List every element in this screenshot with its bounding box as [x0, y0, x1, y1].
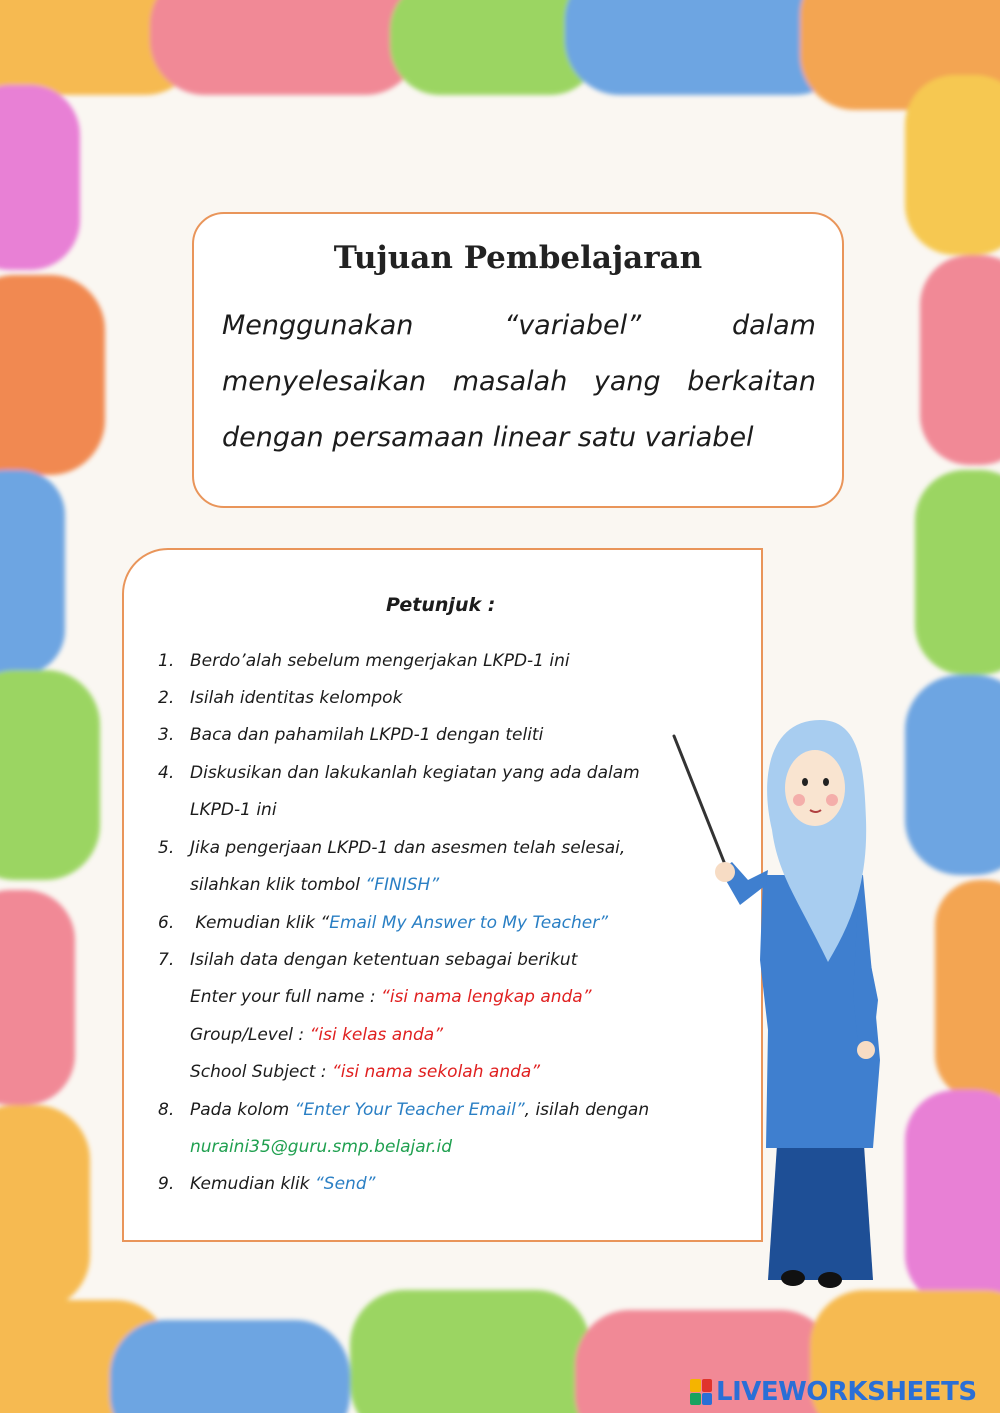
step-number: 7. [158, 950, 175, 970]
step-number: 3. [158, 725, 175, 745]
step-2 [158, 688, 402, 708]
goal-word: berkaitan [687, 366, 816, 397]
step-8 [158, 1100, 649, 1120]
teacher-email-address: nuraini35@guru.smp.belajar.id [190, 1137, 453, 1157]
field-hint: “isi kelas anda” [309, 1025, 444, 1045]
step-number: 2. [158, 688, 175, 708]
step-text: Isilah identitas kelompok [190, 688, 403, 708]
learning-goal-title: Tujuan Pembelajaran [333, 240, 703, 276]
goal-word: masalah [452, 366, 568, 397]
email-answer-label: Email My Answer to My Teacher” [329, 913, 609, 933]
goal-word: yang [593, 366, 661, 397]
goal-word: menyelesaikan [222, 366, 427, 397]
step-7-school-subject [190, 1062, 540, 1082]
step-7-group-level [190, 1025, 443, 1045]
step-3 [158, 725, 543, 745]
step-number: 8. [158, 1100, 175, 1120]
step-4-continued: LKPD-1 ini [190, 800, 277, 820]
goal-word: dengan persamaan linear satu variabel [222, 422, 754, 453]
step-number: 1. [158, 651, 175, 671]
step-1 [158, 651, 570, 671]
step-4 [158, 763, 640, 783]
field-hint: “isi nama sekolah anda” [331, 1062, 541, 1082]
learning-goal-card [192, 212, 844, 508]
step-7-full-name [190, 987, 592, 1007]
step-text: , isilah dengan [524, 1100, 650, 1120]
liveworksheets-brand: LIVEWORKSHEETS [716, 1377, 977, 1407]
step-5-continued [190, 875, 439, 895]
teacher-email-field-label: “Enter Your Teacher Email” [294, 1100, 525, 1120]
goal-word: dalam [731, 310, 816, 341]
step-text: Pada kolom [190, 1100, 295, 1120]
learning-goal-line-3 [222, 422, 816, 453]
field-label: School Subject : [190, 1062, 332, 1082]
goal-word: Menggunakan [222, 310, 414, 341]
step-5 [158, 838, 625, 858]
step-text: silahkan klik tombol [190, 875, 366, 895]
step-9 [158, 1174, 375, 1194]
step-6 [158, 913, 608, 933]
step-number: 6. [158, 913, 175, 933]
step-text: Kemudian klik [190, 1174, 315, 1194]
step-number: 9. [158, 1174, 175, 1194]
step-number: 5. [158, 838, 175, 858]
field-hint: “isi nama lengkap anda” [381, 987, 592, 1007]
finish-button-label: “FINISH” [365, 875, 440, 895]
send-button-label: “Send” [315, 1174, 376, 1194]
step-text: Isilah data dengan ketentuan sebagai berikut [190, 950, 578, 970]
learning-goal-line-1 [222, 310, 816, 341]
step-text: Jika pengerjaan LKPD-1 dan asesmen telah selesai, [190, 838, 626, 858]
step-text: Kemudian klik “ [190, 913, 330, 933]
field-label: Group/Level : [190, 1025, 310, 1045]
learning-goal-line-2 [222, 366, 816, 397]
instructions-card [122, 548, 763, 1242]
goal-word: “variabel” [504, 310, 642, 341]
step-text: Diskusikan dan lakukanlah kegiatan yang ada dalam [190, 763, 640, 783]
step-text: Baca dan pahamilah LKPD-1 dengan teliti [190, 725, 544, 745]
liveworksheets-logo-icon [690, 1379, 712, 1405]
step-number: 4. [158, 763, 175, 783]
step-text: Berdo’alah sebelum mengerjakan LKPD-1 ini [190, 651, 570, 671]
step-7 [158, 950, 577, 970]
liveworksheets-logo [690, 1376, 995, 1408]
field-label: Enter your full name : [190, 987, 382, 1007]
teacher-illustration [668, 700, 883, 1300]
instructions-title: Petunjuk : [386, 594, 496, 616]
